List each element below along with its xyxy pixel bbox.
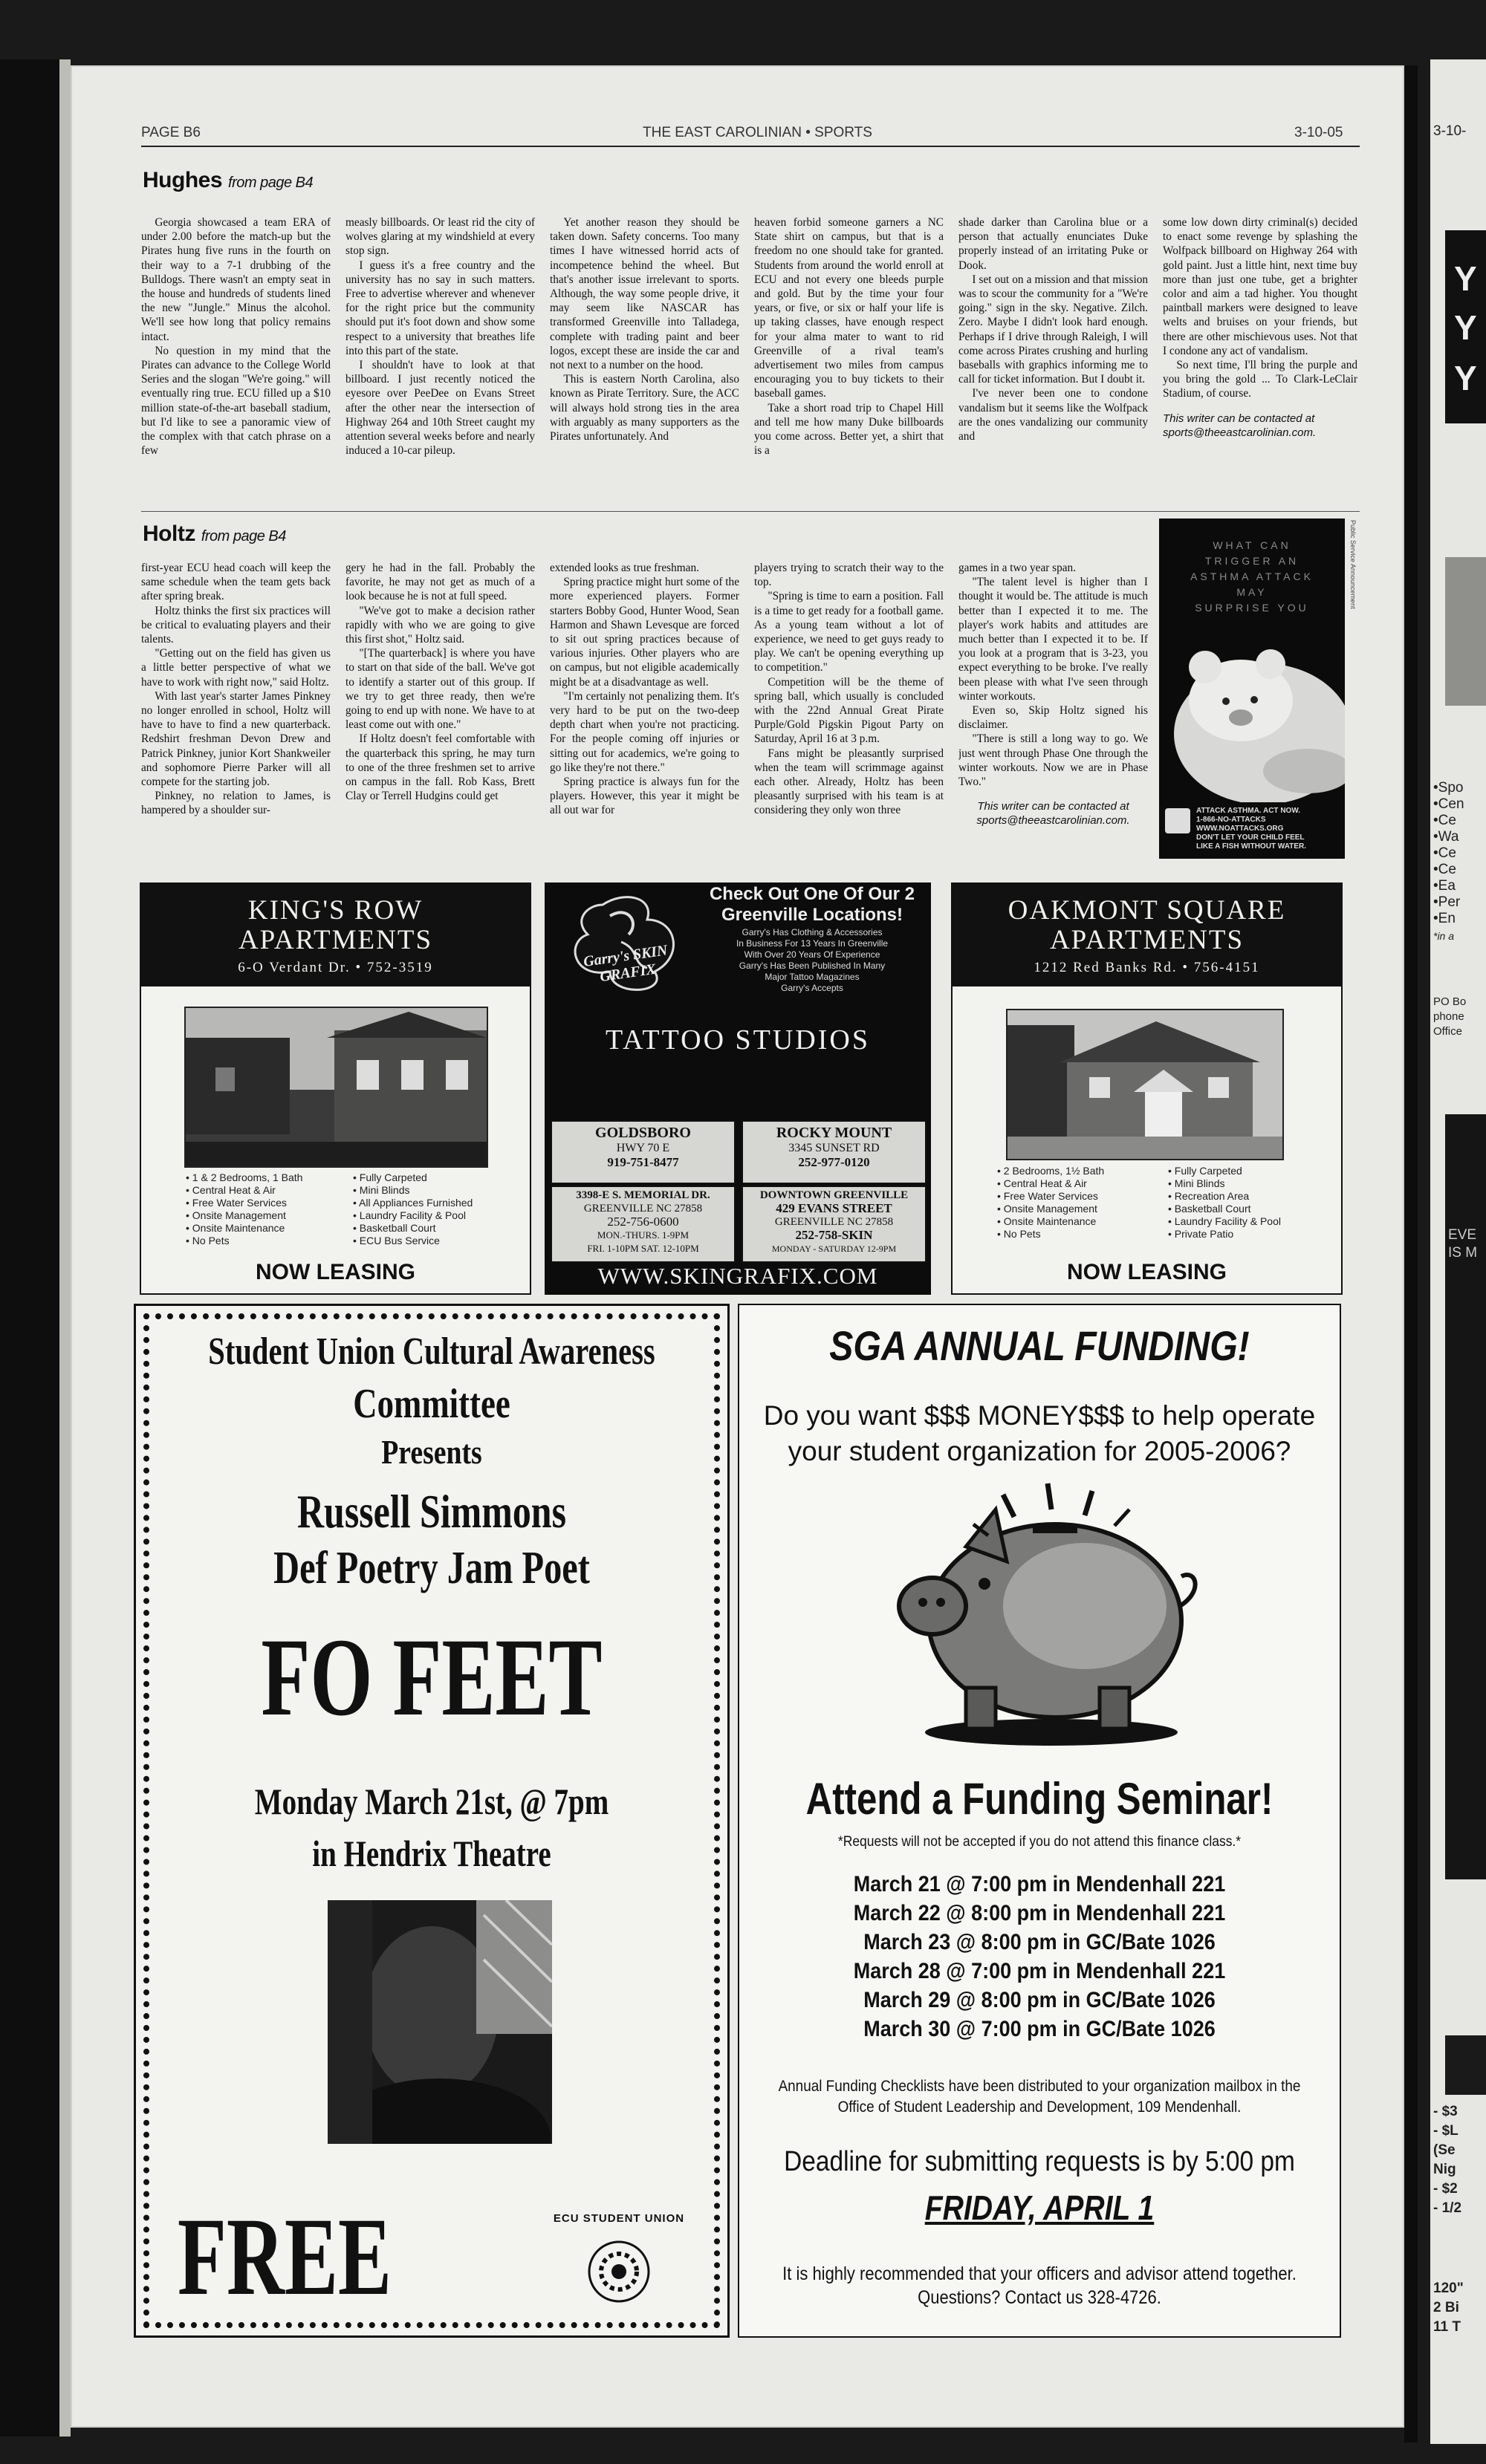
asthma-line: TRIGGER AN <box>1204 555 1300 567</box>
cultural-venue: in Hendrix Theatre <box>312 1833 551 1874</box>
kings-row-features-right: • Fully Carpeted • Mini Blinds • All Appliances Furnished • Laundry Facility & Pool • Basketball Court • ECU Bus Service <box>353 1171 516 1247</box>
asthma-line: SURPRISE YOU <box>1195 602 1309 614</box>
hughes-column-6: some low down dirty criminal(s) decided to enact some revenge by splashing the Wolfpack billboard on Highway 264 with gold paint. Just a little hint, next time buy more than just one tube, get a brighter color and aim a tad higher. You thought paintball markers were designed to leave welts and bruises on your friends, but there are other mischievous uses. Not that I condone any act of vandalism. So next time, I'll bring the purple and you bring the gold ... To Clark-LeClair Stadium, of course. This writer can be contacted at sports@theeastcarolinian.com. <box>1163 216 1357 439</box>
sga-session: March 28 @ 7:00 pm in Mendenhall 221 <box>853 1959 1226 1983</box>
holtz-column-4: players trying to scratch their way to the top. "Spring is time to earn a position. Fall is a time to get ready for a football game. As a young team without a lot of experience, we need to get guys ready to play. We can't be opening everything up to competition." Competition will be the theme of spring ball, which usually is concluded with the 22nd Annual Great Pirate Purple/Gold Pigskin Pigout Party on Saturday, April 16 at 3 p.m. Fans might be pleasantly surprised when the team will scrimmage against each other. Already, Holtz has been pleasantly surprised with his team is at considering they only won three <box>754 562 944 817</box>
next-page-text: - $2 <box>1433 2181 1458 2197</box>
next-page-text: - $L <box>1433 2123 1459 2139</box>
holtz-column-3: extended looks as true freshman. Spring practice might hurt some of the more experienced players. Former starters Bobby Good, Hunter Wood, Sean Harmon and Shawn Levesque are forced to sit out spring practices because of various injuries. Other players who are on campus, but not eligible academically might be at a disadvantage as well. "I'm certainly not penalizing them. It's very hard to be put on the two-deep depth chart when you're not practicing. For the people coming off injuries or sitting out for academics, we're going to go like they're not there." Spring practice is always fun for the players. However, this year it might be all out war for <box>550 562 739 817</box>
sga-annual-funding-ad <box>738 1304 1341 2338</box>
next-page-text: IS M <box>1448 1245 1478 1261</box>
next-page-text: Office <box>1433 1025 1462 1038</box>
next-page-fragment: 3-10- Y Y Y •Spo •Cen •Ce •Wa •Ce •Ce •Ea •Per •En *in a PO Bo phone Office EVE IS M - $3 - $L (Se Nig - $2 - 1/2 120" 2 Bi 11 T <box>1430 59 1486 2444</box>
next-page-text: •En <box>1433 911 1456 926</box>
next-page-text: EVE <box>1448 1227 1477 1243</box>
oakmont-now-leasing: NOW LEASING <box>1067 1260 1227 1284</box>
sga-session: March 30 @ 7:00 pm in GC/Bate 1026 <box>863 2017 1216 2041</box>
garrys-studio-title: TATTOO STUDIOS <box>606 1024 870 1056</box>
next-page-text: - $3 <box>1433 2104 1458 2119</box>
garrys-headline: Check Out One Of Our 2 Greenville Locations! <box>709 884 915 925</box>
hughes-contact-note: This writer can be contacted at sports@theeastcarolinian.com. <box>1163 412 1317 439</box>
holtz-column-2: gery he had in the fall. Probably the favorite, he may not get as much of a look because he is not at full speed. "We've got to make a decision rather rapidly with who we are going to give this first shot," Holtz said. "[The quarterback] is where you have to start on that side of the ball. We've got to identify a starter out of this group. If we try to get three ready, then we're going to end up with none. We have to at least come out with one." If Holtz doesn't feel comfortable with the quarterback this spring, he may turn to one of the three freshmen set to arrive on campus in the fall. Rob Kass, Brett Clay or Terrell Hudgins could get <box>345 562 535 803</box>
memorial-drive-location: 3398-E S. MEMORIAL DR. GREENVILLE NC 27858 252-756-0600 MON.-THURS. 1-9PM FRI. 1-10PM SAT. 12-10PM <box>551 1186 736 1263</box>
garrys-skin-grafix-ad <box>545 882 931 1295</box>
sga-session: March 21 @ 7:00 pm in Mendenhall 221 <box>853 1872 1226 1896</box>
previous-page-edge <box>0 59 71 2437</box>
page-number: PAGE B6 <box>141 125 201 140</box>
cultural-presents: Presents <box>381 1433 482 1471</box>
cultural-subtitle: Def Poetry Jam Poet <box>273 1543 590 1593</box>
next-page-text: •Per <box>1433 894 1461 910</box>
asthma-line: WHAT CAN <box>1213 539 1291 551</box>
hughes-column-2: measly billboards. Or least rid the city of wolves glaring at my windshield at every stop sign. I guess it's a free country and the university has no say in such matters. Free to advertise wherever and whenever for the right price but the community should put it's foot down and show some respect to a university that breathes life into this part of the state. I shouldn't have to look at that billboard. I just recently noticed the eyesore over PeeDee on Evans Street after the other near the intersection of Highway 264 and 10th Street caught my attention several weeks before and nearly induced a 10-car pileup. <box>345 216 535 458</box>
next-page-text: PO Bo <box>1433 995 1467 1008</box>
cultural-line-2: Committee <box>353 1381 510 1427</box>
asthma-psa-ad: WHAT CAN TRIGGER AN ASTHMA ATTACK MAY SURPRISE YOU ATTACK ASTHMA. ACT NOW. 1-866-NO-ATTACKS WWW.NOATTACKS.ORG DON'T LET YOUR CHILD FEEL LIKE A FISH WITHOUT WATER. <box>1159 519 1345 859</box>
sga-title: SGA ANNUAL FUNDING! <box>829 1322 1250 1369</box>
section-label: THE EAST CAROLINIAN • SPORTS <box>643 125 872 140</box>
garrys-logo: Garry's SKIN GRAFIX <box>558 890 695 1001</box>
next-page-text: •Cen <box>1433 796 1464 812</box>
sga-contact: Questions? Contact us 328-4726. <box>918 2287 1161 2308</box>
hughes-column-1: Georgia showcased a team ERA of under 2.00 before the match-up but the Pirates hung five runs in the fourth on their way to a 7-1 drubbing of the Bulldogs. There wasn't an empty seat in the house and hundreds of students lined the new "Jungle." Minus the alcohol. We'll see how long that policy remains intact. No question in my mind that the Pirates can advance to the College World Series and the slogan "We're going." will eventually ring true. ECU filled up a $10 million state-of-the-art baseball stadium, but I'd like to see a panoramic view of the complex with that catch phrase on a few <box>141 216 331 458</box>
next-page-text: •Ea <box>1433 878 1456 894</box>
next-page-text: - 1/2 <box>1433 2200 1462 2216</box>
holtz-column-1: first-year ECU head coach will keep the same schedule when the team gets back after spring break. Holtz thinks the first six practices will be critical to evaluating players and their talents. "Getting out on the field has given us a little better perspective of what we have to work with right now," said Holtz. With last year's starter James Pinkney no longer enrolled in school, Holtz will have to have to find a new quarterback. Redshirt freshman Devon Drew and Patrick Pinkney, junior Kort Shankweiler and sophomore Pierre Parker will all compete for the starting job. Pinkney, no relation to James, is hampered by a shoulder sur- <box>141 562 331 817</box>
next-page-text: •Ce <box>1433 813 1456 828</box>
kings-row-features-left: • 1 & 2 Bedrooms, 1 Bath • Central Heat & Air • Free Water Services • Onsite Management • Onsite Maintenance • No Pets <box>186 1171 345 1247</box>
rocky-mount-location: ROCKY MOUNT 3345 SUNSET RD 252-977-0120 <box>742 1120 927 1184</box>
sga-session: March 29 @ 8:00 pm in GC/Bate 1026 <box>863 1988 1216 2012</box>
ecu-student-union-seal: ECU STUDENT UNION <box>552 2212 686 2316</box>
oakmont-square-ad <box>951 882 1343 1295</box>
sga-checklist-line-2: Office of Student Leadership and Development, 109 Mendenhall. <box>837 2099 1242 2116</box>
goldsboro-location: GOLDSBORO HWY 70 E 919-751-8477 <box>551 1120 736 1184</box>
garrys-blurb: Garry's Has Clothing & Accessories In Business For 13 Years In Greenville With Over 20 Years Of Experience Garry's Has Been Published In Many Major Tattoo Magazines Garry's Accepts <box>736 927 889 993</box>
kings-row-header: KING'S ROW APARTMENTS 6-O Verdant Dr. • 752-3519 <box>141 884 530 986</box>
next-page-text: 11 T <box>1433 2319 1461 2335</box>
next-page-text: •Ce <box>1433 862 1456 877</box>
page-gutter <box>1404 65 1418 2442</box>
cultural-performer-name: FO FEET <box>261 1616 603 1739</box>
holtz-contact-note: This writer can be contacted at sports@theeastcarolinian.com. <box>976 800 1130 828</box>
sga-session: March 23 @ 8:00 pm in GC/Bate 1026 <box>863 1930 1216 1954</box>
oakmont-features-right: • Fully Carpeted • Mini Blinds • Recreation Area • Basketball Court • Laundry Facility & Pool • Private Patio <box>1168 1165 1331 1241</box>
asthma-line: ASTHMA ATTACK <box>1190 571 1314 582</box>
oakmont-header: OAKMONT SQUARE APARTMENTS 1212 Red Banks Rd. • 756-4151 <box>953 884 1341 986</box>
downtown-greenville-location: DOWNTOWN GREENVILLE 429 EVANS STREET GREENVILLE NC 27858 252-758-SKIN MONDAY - SATURDAY 12-9PM <box>742 1186 927 1263</box>
sga-recommendation: It is highly recommended that your officers and advisor attend together. <box>782 2263 1297 2284</box>
kings-row-photo <box>184 1007 488 1168</box>
hughes-column-4: heaven forbid someone garners a NC State shirt on campus, but that is a freedom no one should take for granted. Students from around the world enroll at ECU and not every one bleeds purple and gold. But by the time your four years, or five, or six or half your life is up taking classes, have enough respect for your alma mater to want to rid Greenville of a rival team's advertisement two miles from campus encouraging you to buy tickets to their baseball games. Take a short road trip to Chapel Hill and tell me how many Duke billboards you come across. Better yet, a shirt that is a <box>754 216 944 458</box>
sga-deadline-date: FRIDAY, APRIL 1 <box>924 2188 1155 2227</box>
kings-row-now-leasing: NOW LEASING <box>256 1260 415 1284</box>
garrys-website[interactable]: WWW.SKINGRAFIX.COM <box>597 1263 878 1289</box>
next-page-text: phone <box>1433 1010 1464 1023</box>
next-page-text: 2 Bi <box>1433 2300 1459 2315</box>
next-page-text: *in a <box>1433 930 1455 942</box>
sga-session-list <box>739 1870 1340 2044</box>
holtz-headline: Holtz from page B4 <box>143 521 286 546</box>
cultural-line-1: Student Union Cultural Awareness <box>208 1330 655 1373</box>
oakmont-features-left: • 2 Bedrooms, 1½ Bath • Central Heat & Air • Free Water Services • Onsite Management • Onsite Maintenance • No Pets <box>997 1165 1157 1241</box>
hughes-column-3: Yet another reason they should be taken down. Safety concerns. Too many times I have witnessed horrid acts of incompetence behind the wheel. But that's another issue irrelevant to sports. Although, the way some people drive, it may seem like NASCAR has transformed Greenville into Talladega, complete with trading paint and beer logos, except these are inside the car and not next to a number on the hood. This is eastern North Carolina, also known as Pirate Territory. Sure, the ACC will always hold strong ties in the area with arguably as many supporters as the Pirates unfortunately. And <box>550 216 739 443</box>
sga-attend-heading: Attend a Funding Seminar! <box>805 1774 1274 1824</box>
piggy-bank-icon <box>869 1480 1211 1751</box>
kings-row-ad <box>140 882 531 1295</box>
folio-rule <box>141 146 1360 147</box>
issue-date: 3-10-05 <box>1294 125 1343 140</box>
sga-requirement-note: *Requests will not be accepted if you do not attend this finance class.* <box>837 1834 1242 1850</box>
sga-session: March 22 @ 8:00 pm in Mendenhall 221 <box>853 1901 1226 1925</box>
cultural-date: Monday March 21st, @ 7pm <box>254 1781 609 1822</box>
hughes-column-5: shade darker than Carolina blue or a person that actually enunciates Duke properly instead of an irritating Puke or Dook. I set out on a mission and that mission was to scour the community for a "We're going." sign in the sky. Negative. Zilch. Zero. Maybe I didn't look hard enough. Perhaps if I drive through Raleigh, I will come across Pirates crushing and hurling baseballs with graphics informing me to call for ticket information. But I doubt it. I've never been one to condone vandalism but it seems like the Wolfpack are the ones vandalizing our community and <box>958 216 1148 443</box>
next-page-text: •Wa <box>1433 829 1459 845</box>
sga-checklist-line-1: Annual Funding Checklists have been distributed to your organization mailbox in the <box>778 2078 1301 2095</box>
next-page-text: •Ce <box>1433 845 1456 861</box>
cultural-performer: Russell Simmons <box>297 1485 566 1538</box>
next-page-text: 120" <box>1433 2281 1464 2296</box>
next-page-text: (Se <box>1433 2142 1456 2158</box>
sga-deadline: Deadline for submitting requests is by 5:00 pm <box>784 2146 1295 2177</box>
performer-photo <box>328 1900 552 2144</box>
free-admission: FREE <box>177 2195 392 2318</box>
next-page-date: 3-10- <box>1433 123 1467 139</box>
cultural-awareness-ad <box>134 1304 730 2338</box>
section-divider <box>141 511 1360 512</box>
next-page-text: •Spo <box>1433 780 1464 796</box>
oakmont-photo <box>1006 1009 1284 1160</box>
next-page-text: Nig <box>1433 2162 1456 2177</box>
sga-question-2: your student organization for 2005-2006? <box>788 1436 1291 1466</box>
asthma-line: MAY <box>1236 586 1268 598</box>
hughes-headline: Hughes from page B4 <box>143 168 314 192</box>
psa-side-label: Public Service Announcement <box>1349 520 1357 609</box>
holtz-column-5: games in a two year span. "The talent level is higher than I thought it would be. The attitude is much better than I expected it to me. The player's work habits and attitudes are much better than I expected it to be. If you look at a program that is 3-23, you expect everything to be broke. I've really been please with what I've seen through winter workouts. Even so, Skip Holtz signed his disclaimer. "There is still a long way to go. We just went through Phase One through the winter workouts. Now we are in Phase Two." This writer can be contacted at sports@theeastcarolinian.com. <box>958 562 1148 828</box>
sga-question-1: Do you want $$$ MONEY$$$ to help operate <box>763 1400 1316 1431</box>
teddy-bear-illustration <box>1159 630 1345 802</box>
ad-council-logo <box>1165 808 1190 833</box>
